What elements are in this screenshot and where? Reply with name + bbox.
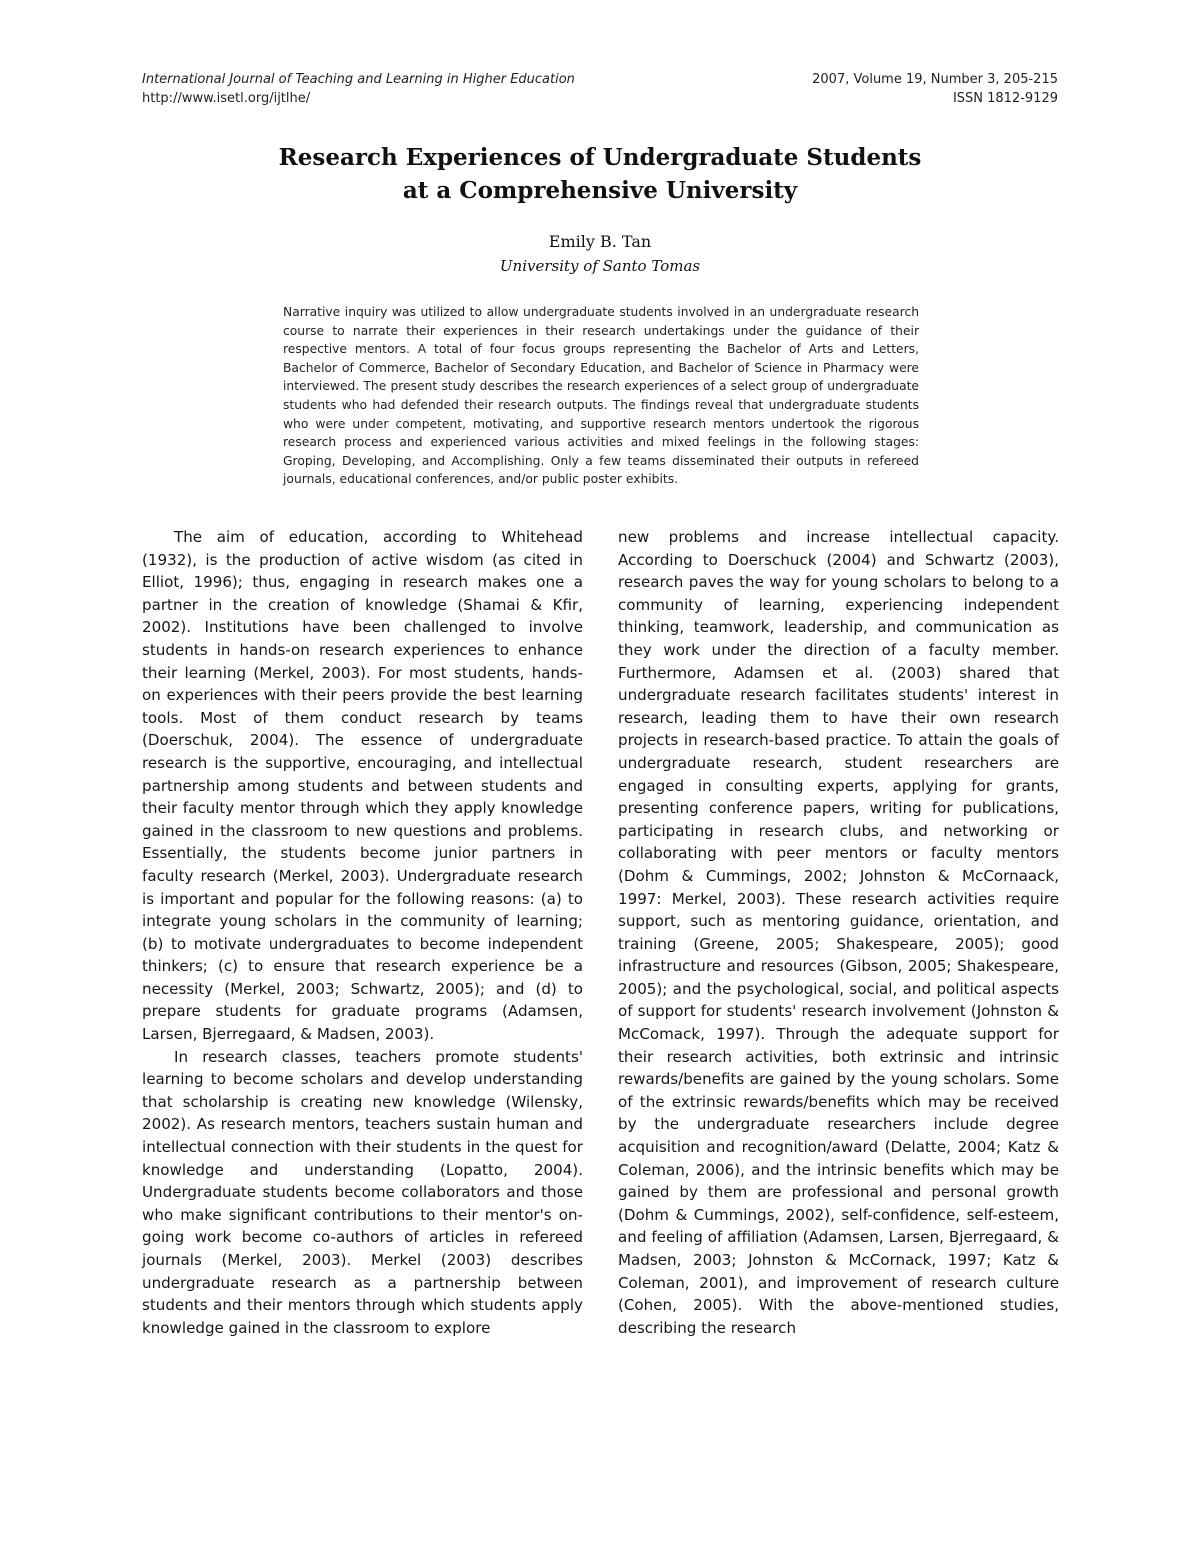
journal-name: International Journal of Teaching and Learning in Higher Education xyxy=(142,72,575,87)
journal-url[interactable]: http://www.isetl.org/ijtlhe/ xyxy=(142,91,311,106)
issn: ISSN 1812-9129 xyxy=(952,91,1058,106)
author-affiliation: University of Santo Tomas xyxy=(499,257,701,275)
running-header-right xyxy=(812,70,1058,108)
title-line-2: at a Comprehensive University xyxy=(402,177,798,204)
abstract: Narrative inquiry was utilized to allow undergraduate students involved in an undergraduate research course to narrate their experiences in their research undertakings under the guidance of their respective mentors. A total of four focus groups representing the Bachelor of Arts and Letters, Bachelor of Commerce, Bachelor of Secondary Education, and Bachelor of Science in Pharmacy were interviewed. The present study describes the research experiences of a select group of undergraduate students who had defended their research outputs. The findings reveal that undergraduate students who were under competent, motivating, and supportive research mentors undertook the rigorous research process and experienced various activities and mixed feelings in the following stages: Groping, Developing, and Accomplishing. Only a few teams disseminated their outputs in refereed journals, educational conferences, and/or public poster exhibits. xyxy=(283,305,919,487)
title-line-1: Research Experiences of Undergraduate Students xyxy=(278,144,922,171)
body-column-right xyxy=(618,526,1059,1339)
issue-info: 2007, Volume 19, Number 3, 205-215 xyxy=(812,72,1058,87)
author-name: Emily B. Tan xyxy=(548,232,652,251)
paragraph: In research classes, teachers promote students' learning to become scholars and develop understanding that scholarship is creating new knowledge (Wilensky, 2002). As research mentors, teachers sustain human and intellectual connection with their students in the quest for knowledge and understanding (Lopatto, 2004). Undergraduate students become collaborators and those who make significant contributions to their mentor's on-going work become co-authors of articles in refereed journals (Merkel, 2003). Merkel (2003) describes undergraduate research as a partnership between students and their mentors through which students apply knowledge gained in the classroom to explore xyxy=(142,1047,583,1337)
title-block xyxy=(142,141,1058,277)
running-header-left xyxy=(142,70,575,108)
body-column-left xyxy=(142,526,583,1339)
article-title xyxy=(142,141,1058,207)
paragraph-continued: new problems and increase intellectual capacity. According to Doerschuck (2004) and Schwartz (2003), research paves the way for young scholars to belong to a community of learning, experiencing independent thinking, teamwork, leadership, and communication as they work under the direction of a faculty member. Furthermore, Adamsen et al. (2003) shared that undergraduate research facilitates students' interest in research, leading them to have their own research projects in research-based practice. To attain the goals of undergraduate research, student researchers are engaged in consulting experts, applying for grants, presenting conference papers, writing for publications, participating in research clubs, and networking or collaborating with peer mentors or faculty mentors (Dohm & Cummings, 2002; Johnston & McCornaack, 1997: Merkel, 2003). These research activities require support, such as mentoring guidance, orientation, and training (Greene, 2005; Shakespeare, 2005); good infrastructure and resources (Gibson, 2005; Shakespeare, 2005); and the psychological, social, and political aspects of support for students' research involvement (Johnston & McComack, 1997). Through the adequate support for their research activities, both extrinsic and intrinsic rewards/benefits are gained by the young scholars. Some of the extrinsic rewards/benefits which may be received by the undergraduate researchers include degree acquisition and recognition/award (Delatte, 2004; Katz & Coleman, 2006), and the intrinsic benefits which may be gained by them are professional and personal growth (Dohm & Cummings, 2002), self-confidence, self-esteem, and feeling of affiliation (Adamsen, Larsen, Bjerregaard, & Madsen, 2003; Johnston & McCornack, 1997; Katz & Coleman, 2001), and improvement of research culture (Cohen, 2005). With the above-mentioned studies, describing the research xyxy=(618,528,1059,1337)
paragraph: The aim of education, according to Whitehead (1932), is the production of active wisdom (as cited in Elliot, 1996); thus, engaging in research makes one a partner in the creation of knowledge (Shamai & Kfir, 2002). Institutions have been challenged to involve students in hands-on research experiences to enhance their learning (Merkel, 2003). For most students, hands-on experiences with their peers provide the best learning tools. Most of them conduct research by teams (Doerschuk, 2004). The essence of undergraduate research is the supportive, encouraging, and intellectual partnership among students and between students and their faculty mentor through which they apply knowledge gained in the classroom to new questions and problems. Essentially, the students become junior partners in faculty research (Merkel, 2003). Undergraduate research is important and popular for the following reasons: (a) to integrate young scholars in the community of learning; (b) to motivate undergraduates to become independent thinkers; (c) to ensure that research experience be a necessity (Merkel, 2003; Schwartz, 2005); and (d) to prepare students for graduate programs (Adamsen, Larsen, Bjerregaard, & Madsen, 2003). xyxy=(142,528,583,1044)
